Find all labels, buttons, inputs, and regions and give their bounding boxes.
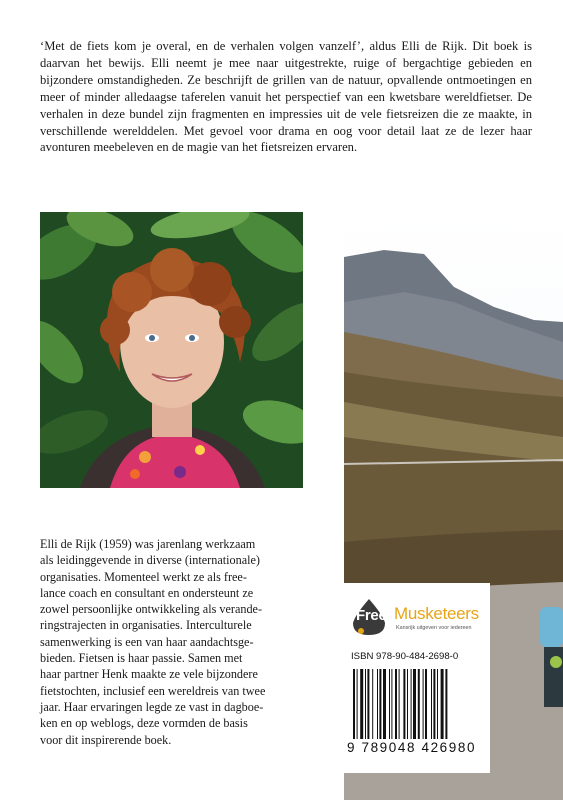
bio-line: haar partner Henk maakte ze vele bijzondere xyxy=(40,667,258,682)
barcode-bar xyxy=(377,669,378,739)
barcode-bar xyxy=(383,669,386,739)
barcode-bar xyxy=(372,669,373,739)
barcode-bar xyxy=(413,669,416,739)
bio-line: als leidinggevende in diverse (internationale) xyxy=(40,553,260,568)
barcode-bar xyxy=(353,669,355,739)
barcode-panel xyxy=(343,583,490,773)
bio-line: ken en op weblogs, deze vormden de basis xyxy=(40,716,248,731)
bio-line: fietstochten, inclusief een wereldreis van twee xyxy=(40,683,266,698)
cover-blurb: ‘Met de fiets kom je overal, en de verhalen volgen vanzelf’, aldus Elli de Rijk. Dit boek is daarvan het bewijs. Elli neemt je mee naar uitgestrekte, ruige of bergachtige gebieden en bijzondere omstandigheden. Ze beschrijft de grillen van de natuur, opvallende ontmoetingen en meer of minder alledaagse taferelen vanuit het perspectief van een kwetsbare wereldfietser. De verhalen in deze bundel zijn fragmenten en impressies uit de vele fietsreizen die ze maakte, in verschillende werelddelen. Met gevoel voor drama en oog voor detail laat ze de lezer haar avonturen meebeleven en de magie van het fietsreizen ervaren. xyxy=(40,39,532,155)
barcode-bar xyxy=(441,669,444,739)
publisher-name-musketeers: Musketeers xyxy=(394,604,479,623)
barcode-bar xyxy=(425,669,427,739)
barcode-bar xyxy=(433,669,435,739)
barcode-bar xyxy=(423,669,424,739)
barcode-bar xyxy=(379,669,381,739)
bio-line: lance coach en consultant en ondersteunt ze xyxy=(40,585,254,600)
barcode-bar xyxy=(399,669,400,739)
isbn-label: ISBN 978-90-484-2698-0 xyxy=(351,651,459,662)
barcode-bar xyxy=(437,669,438,739)
publisher-name-free: Free xyxy=(356,607,387,624)
barcode xyxy=(353,669,481,739)
barcode-bar xyxy=(445,669,447,739)
bio-line: samenwerking is een van haar aandachtsge- xyxy=(40,634,254,649)
publisher-tagline: Kansrijk uitgeven voor iedereen xyxy=(396,625,472,631)
bio-line: jaar. Haar ervaringen legde ze vast in dagboe- xyxy=(40,699,264,714)
publisher-logo xyxy=(349,597,489,637)
barcode-bar xyxy=(367,669,369,739)
bio-line: ringstrajecten in organisaties. Interculturele xyxy=(40,618,252,633)
bio-line: voor dit inspirerende boek. xyxy=(40,732,172,747)
barcode-bar xyxy=(418,669,420,739)
barcode-digits: 9 789048 426980 xyxy=(347,740,477,755)
barcode-bar xyxy=(389,669,390,739)
barcode-bar xyxy=(411,669,412,739)
barcode-bar xyxy=(403,669,405,739)
bio-line: organisaties. Momenteel werkt ze als free- xyxy=(40,569,247,584)
barcode-bar xyxy=(365,669,366,739)
barcode-bar xyxy=(395,669,397,739)
barcode-bar xyxy=(391,669,392,739)
barcode-bar xyxy=(407,669,408,739)
author-bio xyxy=(40,536,300,748)
bio-line: Elli de Rijk (1959) was jarenlang werkzaam xyxy=(40,537,256,551)
bio-line: bieden. Fietsen is haar passie. Samen met xyxy=(40,651,243,666)
barcode-bar xyxy=(431,669,432,739)
author-photo xyxy=(40,212,303,488)
barcode-bar xyxy=(357,669,358,739)
bio-line: zowel persoonlijke ontwikkeling als verande- xyxy=(40,602,263,617)
barcode-bar xyxy=(360,669,363,739)
